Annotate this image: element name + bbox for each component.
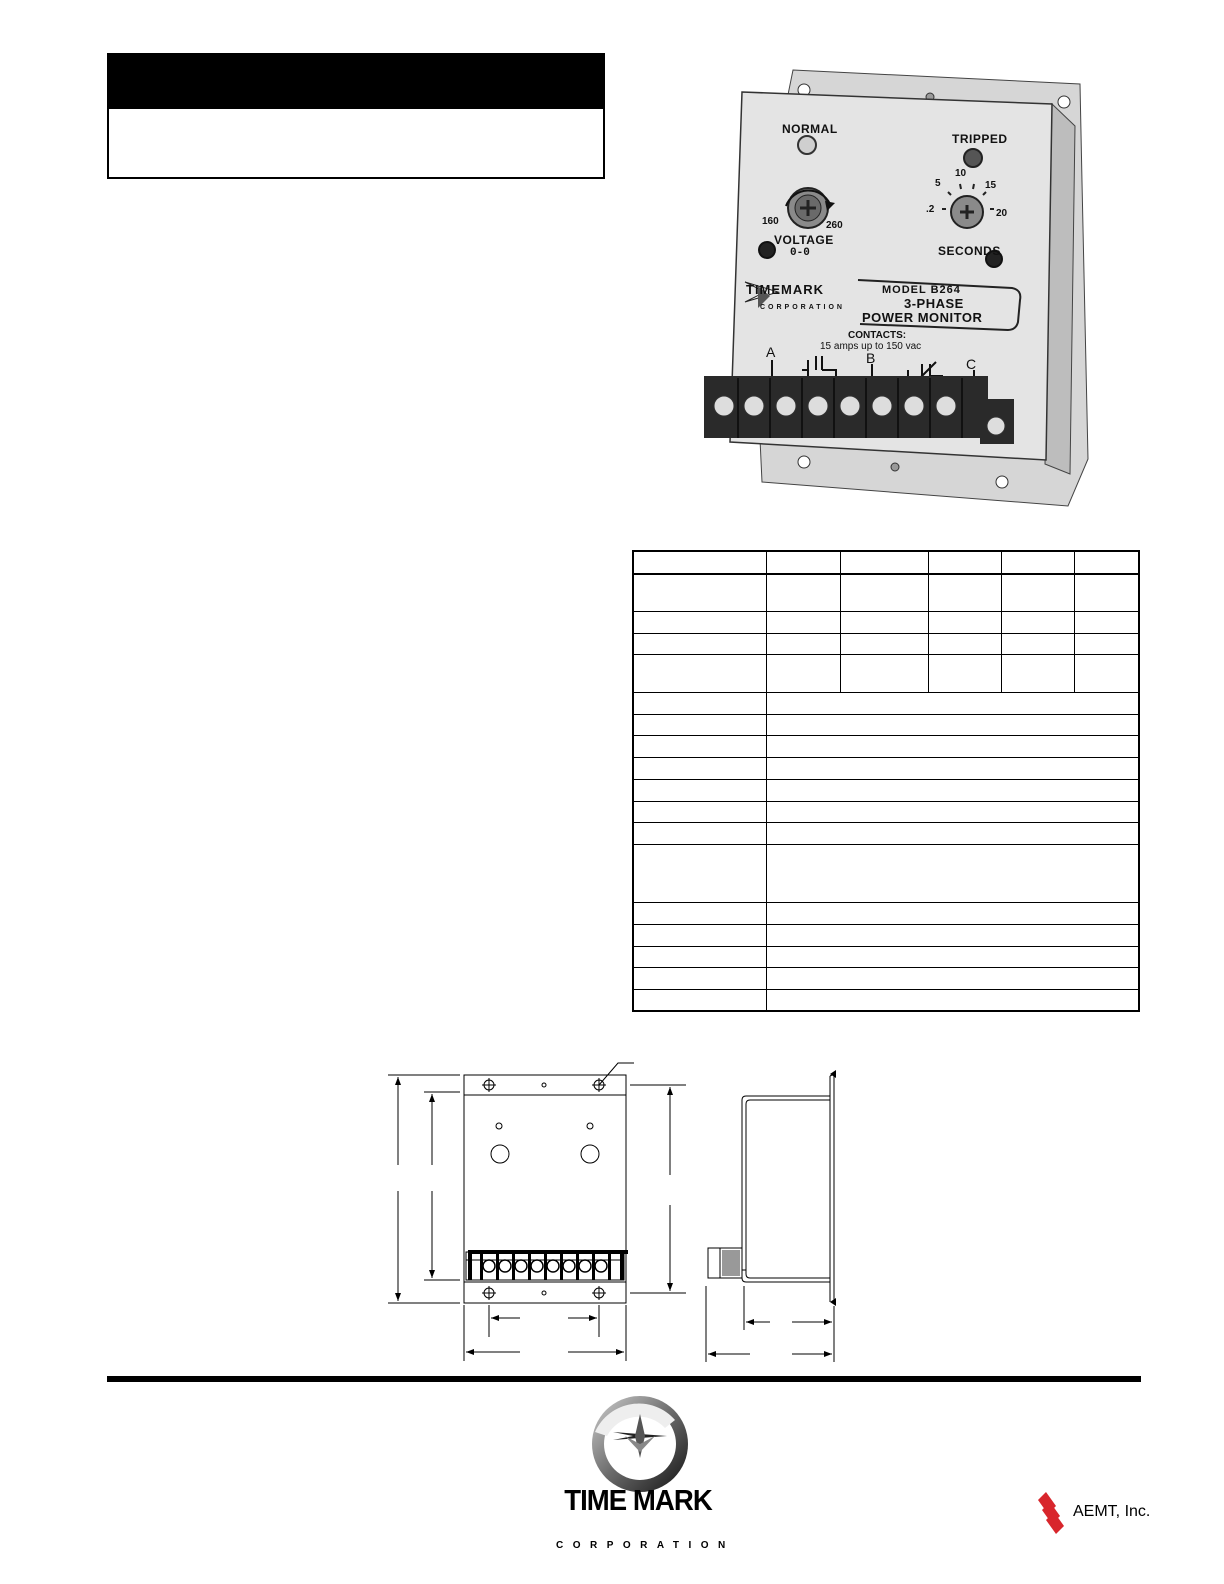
spec-table-row-rule [634, 611, 1138, 612]
product-line-1: 3-PHASE [904, 296, 964, 311]
spec-table-row-rule [634, 967, 1138, 968]
terminal-a-label: A [766, 344, 776, 360]
spec-table-row-rule [634, 801, 1138, 802]
spec-table-label-divider [766, 552, 767, 1010]
spec-table-row-rule [634, 692, 1138, 693]
product-photo [690, 64, 1110, 524]
aemt-logo-icon [1036, 1492, 1076, 1534]
side-view-drawing [700, 1070, 850, 1370]
voltage-sub-label: 0-0 [790, 247, 810, 259]
terminal-c-label: C [966, 356, 977, 372]
spec-table-header-rule [634, 573, 1138, 575]
spec-table-row-rule [634, 844, 1138, 845]
dial-mark-20: 20 [996, 208, 1008, 219]
title-bar [109, 55, 603, 109]
spec-table-row-rule [634, 757, 1138, 758]
model-label: MODEL B264 [882, 284, 961, 296]
spec-table-row-rule [634, 714, 1138, 715]
spec-table-row-rule [634, 902, 1138, 903]
title-box [107, 53, 605, 179]
spec-table-row-rule [634, 779, 1138, 780]
footer-brand-name: TIME MARK [564, 1485, 712, 1517]
footer-brand-sub: CORPORATION [556, 1540, 735, 1551]
spec-table-row-rule [634, 989, 1138, 990]
time-mark-logo [555, 1392, 735, 1562]
front-view-graphic [380, 1055, 700, 1375]
spec-table [632, 550, 1140, 1012]
voltage-label: VOLTAGE [774, 233, 834, 247]
front-view-drawing [380, 1055, 700, 1375]
tripped-label: TRIPPED [952, 132, 1008, 146]
spec-table-row-rule [634, 735, 1138, 736]
dial-mark-15: 15 [985, 180, 997, 191]
side-view-graphic [700, 1070, 850, 1370]
voltage-max-label: 260 [826, 220, 843, 231]
panel-brand-sub: CORPORATION [760, 304, 845, 311]
aemt-name: AEMT, Inc. [1073, 1503, 1151, 1520]
spec-table-row-rule [634, 822, 1138, 823]
voltage-min-label: 160 [762, 216, 779, 227]
panel-brand-logo: TIMEMARK [746, 282, 825, 297]
spec-table-row-rule [634, 633, 1138, 634]
seconds-label: SECONDS [938, 244, 1001, 258]
spec-table-row-rule [634, 654, 1138, 655]
spec-table-row-rule [634, 924, 1138, 925]
contacts-label: CONTACTS: [848, 330, 907, 341]
dial-mark-10: 10 [955, 168, 967, 179]
terminal-b-label: B [866, 350, 876, 366]
normal-label: NORMAL [782, 122, 838, 136]
dial-mark-5: 5 [935, 178, 941, 189]
spec-table-row-rule [634, 946, 1138, 947]
contacts-rating: 15 amps up to 150 vac [820, 341, 922, 352]
footer-rule [107, 1376, 1141, 1382]
dial-mark-02: .2 [926, 204, 935, 215]
time-mark-logo-icon [555, 1392, 735, 1562]
product-line-2: POWER MONITOR [862, 310, 983, 325]
